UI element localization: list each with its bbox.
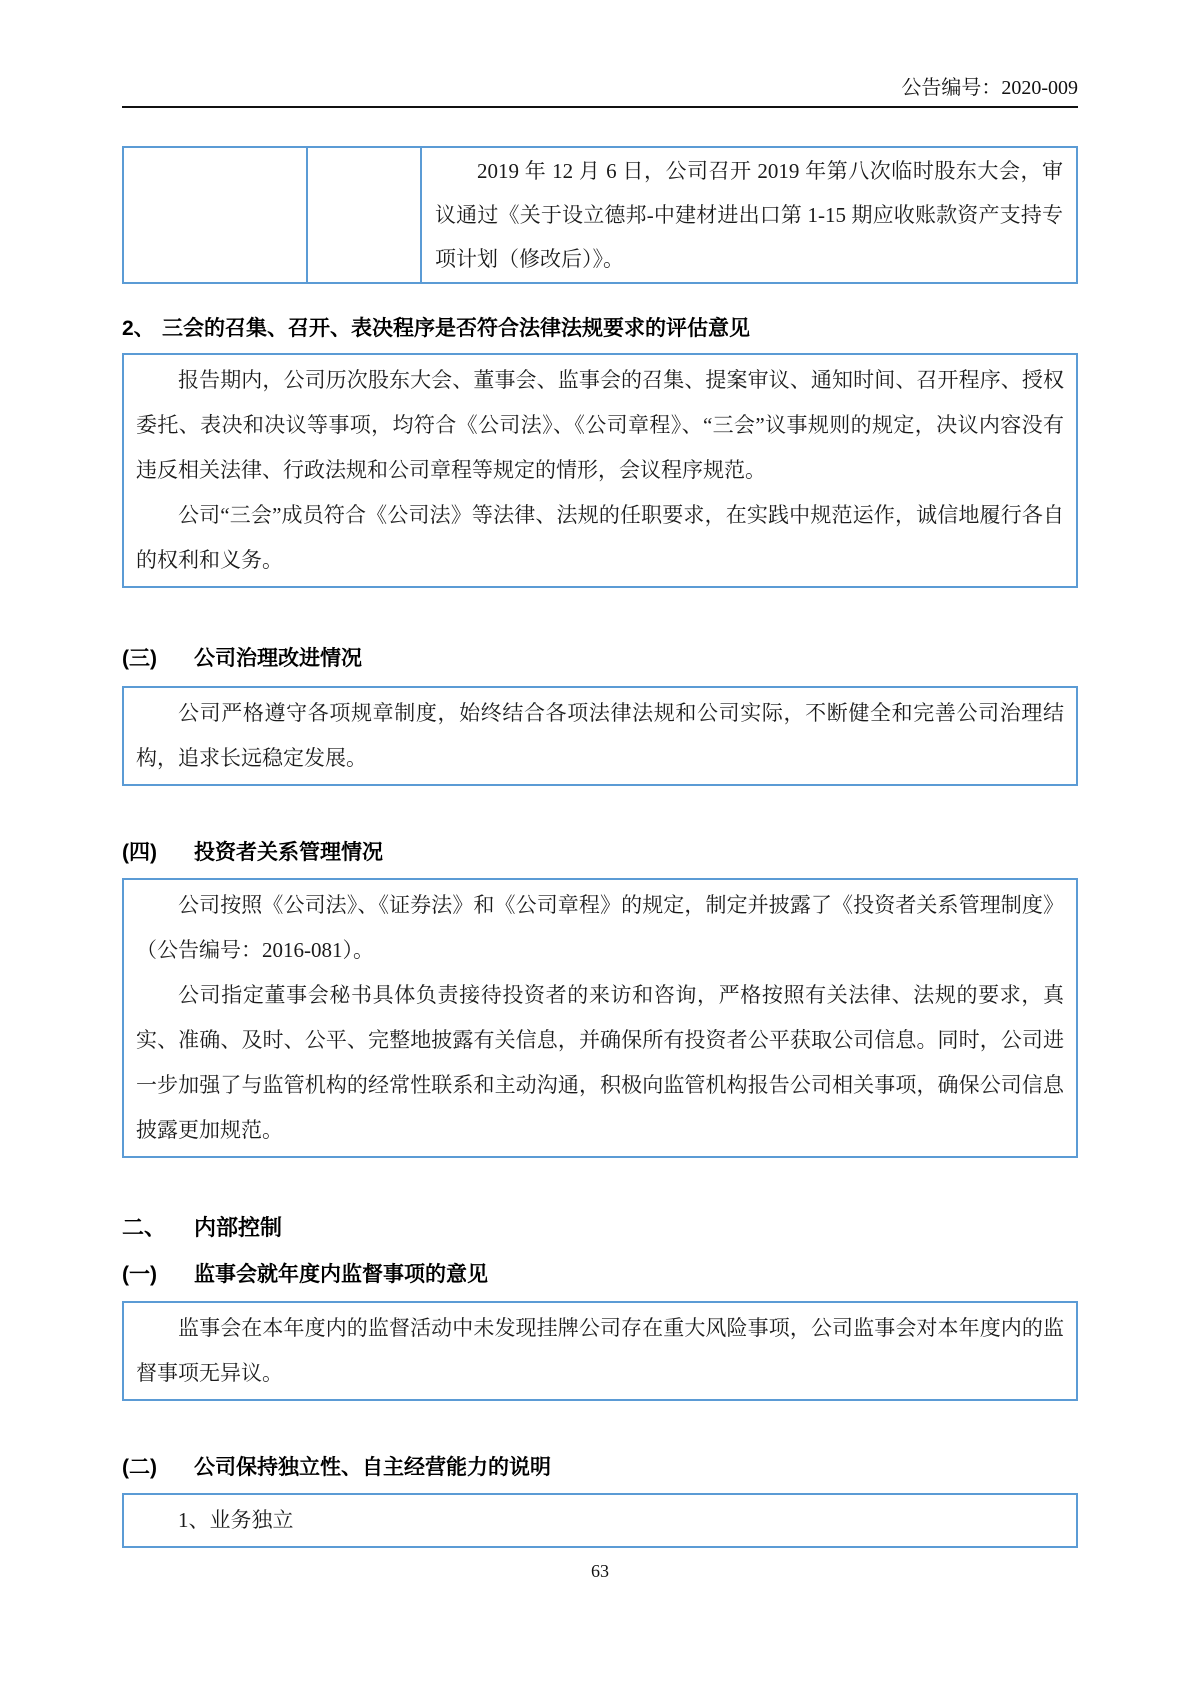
heading-section-2 (122, 314, 1078, 344)
textbox-governance-improvement (122, 686, 1078, 786)
heading-title: 内部控制 (194, 1215, 283, 1240)
textbox-independence (122, 1493, 1078, 1548)
resolution-table (122, 146, 1078, 284)
paragraph: 监事会在本年度内的监督活动中未发现挂牌公司存在重大风险事项，公司监事会对本年度内的监督事项无异议。 (136, 1316, 1064, 1385)
page-number: 63 (591, 1561, 609, 1581)
heading-part-2 (122, 1212, 1078, 1244)
heading-title: 公司治理改进情况 (194, 647, 362, 670)
heading-section-3 (122, 644, 1078, 674)
paragraph: 公司严格遵守各项规章制度，始终结合各项法律法规和公司实际，不断健全和完善公司治理结构，追求长远稳定发展。 (136, 701, 1064, 770)
paragraph: 1、业务独立 (178, 1508, 294, 1532)
heading-title: 三会的召集、召开、表决程序是否符合法律法规要求的评估意见 (162, 317, 750, 340)
page-footer (122, 1560, 1078, 1582)
heading-section-2-1 (122, 1260, 1078, 1290)
heading-number: (一) (122, 1263, 157, 1286)
table-cell-text: 2019 年 12 月 6 日，公司召开 2019 年第八次临时股东大会，审议通过《关于设立德邦-中建材进出口第 1-15 期应收账款资产支持专项计划（修改后）》。 (435, 159, 1063, 271)
heading-number: (二) (122, 1456, 157, 1479)
heading-number: 二、 (122, 1215, 167, 1240)
header-rule (122, 106, 1078, 108)
document-header (122, 0, 1078, 102)
heading-section-4 (122, 838, 1078, 868)
announcement-number: 公告编号：2020-009 (901, 77, 1078, 99)
textbox-supervisory-opinion (122, 1301, 1078, 1401)
heading-number: (三) (122, 647, 157, 670)
table-cell-col3 (421, 147, 1077, 283)
textbox-investor-relations (122, 878, 1078, 1158)
textbox-three-meetings (122, 353, 1078, 588)
heading-title: 公司保持独立性、自主经营能力的说明 (194, 1456, 551, 1479)
heading-section-2-2 (122, 1453, 1078, 1483)
heading-number: (四) (122, 841, 157, 864)
paragraph: 报告期内，公司历次股东大会、董事会、监事会的召集、提案审议、通知时间、召开程序、授权委托、表决和决议等事项，均符合《公司法》、《公司章程》、“三会”议事规则的规定，决议内容没有违反相关法律、行政法规和公司章程等规定的情形，会议程序规范。 (136, 368, 1064, 482)
paragraph: 公司“三会”成员符合《公司法》等法律、法规的任职要求，在实践中规范运作，诚信地履行各自的权利和义务。 (136, 503, 1064, 572)
table-row (123, 147, 1077, 283)
paragraph: 公司按照《公司法》、《证券法》和《公司章程》的规定，制定并披露了《投资者关系管理制度》（公告编号：2016-081）。 (136, 893, 1064, 962)
heading-number: 2、 (122, 317, 155, 340)
table-cell-col1 (123, 147, 307, 283)
paragraph: 公司指定董事会秘书具体负责接待投资者的来访和咨询，严格按照有关法律、法规的要求，真实、准确、及时、公平、完整地披露有关信息，并确保所有投资者公平获取公司信息。同时，公司进一步加强了与监管机构的经常性联系和主动沟通，积极向监管机构报告公司相关事项，确保公司信息披露更加规范。 (136, 983, 1064, 1142)
heading-title: 监事会就年度内监督事项的意见 (194, 1263, 488, 1286)
heading-title: 投资者关系管理情况 (194, 841, 383, 864)
table-cell-col2 (307, 147, 421, 283)
